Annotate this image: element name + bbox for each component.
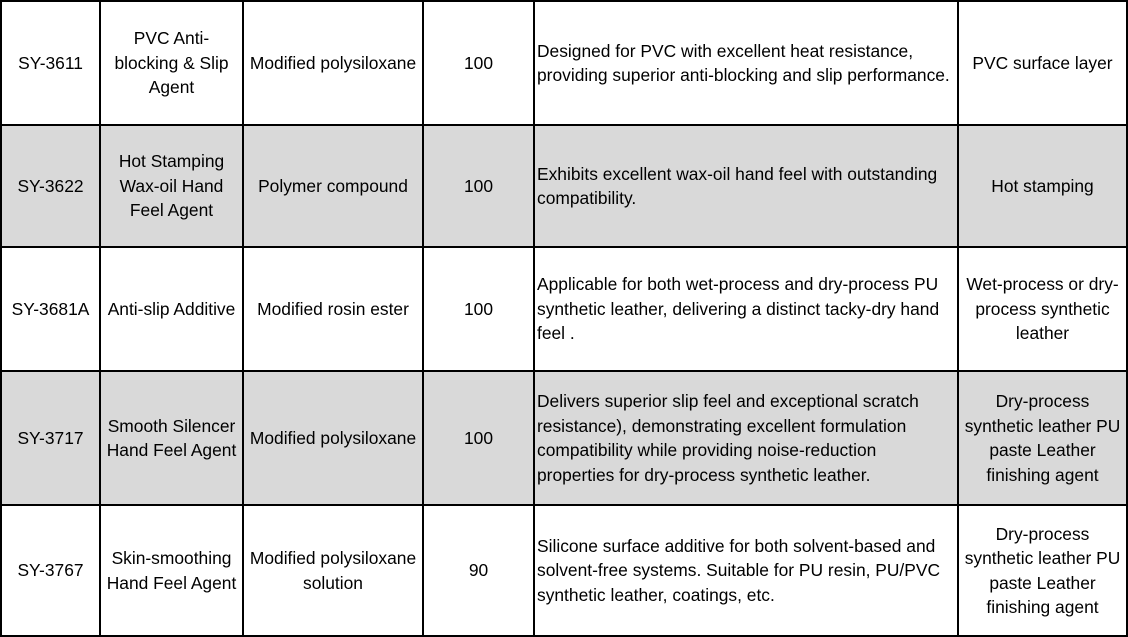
table-row: [1, 1, 1127, 125]
product-composition: Modified polysiloxane: [243, 1, 423, 125]
product-name: PVC Anti-blocking & Slip Agent: [100, 1, 243, 125]
table-row: [1, 505, 1127, 636]
product-composition: Modified rosin ester: [243, 247, 423, 371]
product-name: Anti-slip Additive: [100, 247, 243, 371]
product-code: SY-3622: [1, 125, 100, 247]
table-row: [1, 247, 1127, 371]
product-code: SY-3611: [1, 1, 100, 125]
product-application: PVC surface layer: [958, 1, 1127, 125]
product-code: SY-3767: [1, 505, 100, 636]
product-application: Wet-process or dry-process synthetic leather: [958, 247, 1127, 371]
product-application: Hot stamping: [958, 125, 1127, 247]
product-name: Smooth Silencer Hand Feel Agent: [100, 371, 243, 505]
product-name: Hot Stamping Wax-oil Hand Feel Agent: [100, 125, 243, 247]
product-code: SY-3681A: [1, 247, 100, 371]
table-row: [1, 125, 1127, 247]
product-description: Designed for PVC with excellent heat resistance, providing superior anti-blocking and slip performance.: [534, 1, 958, 125]
product-content: 90: [423, 505, 534, 636]
product-composition: Polymer compound: [243, 125, 423, 247]
product-composition: Modified polysiloxane: [243, 371, 423, 505]
product-content: 100: [423, 371, 534, 505]
product-description: Delivers superior slip feel and exceptional scratch resistance), demonstrating excellent formulation compatibility while providing noise-reduction properties for dry-process synthetic leather.: [534, 371, 958, 505]
product-content: 100: [423, 1, 534, 125]
product-composition: Modified polysiloxane solution: [243, 505, 423, 636]
product-description: Exhibits excellent wax-oil hand feel with outstanding compatibility.: [534, 125, 958, 247]
product-content: 100: [423, 247, 534, 371]
product-name: Skin-smoothing Hand Feel Agent: [100, 505, 243, 636]
product-description: Silicone surface additive for both solvent-based and solvent-free systems. Suitable for PU resin, PU/PVC synthetic leather, coatings, etc.: [534, 505, 958, 636]
table-row: [1, 371, 1127, 505]
product-application: Dry-process synthetic leather PU paste Leather finishing agent: [958, 371, 1127, 505]
product-content: 100: [423, 125, 534, 247]
product-code: SY-3717: [1, 371, 100, 505]
product-description: Applicable for both wet-process and dry-process PU synthetic leather, delivering a distinct tacky-dry hand feel .: [534, 247, 958, 371]
product-application: Dry-process synthetic leather PU paste Leather finishing agent: [958, 505, 1127, 636]
